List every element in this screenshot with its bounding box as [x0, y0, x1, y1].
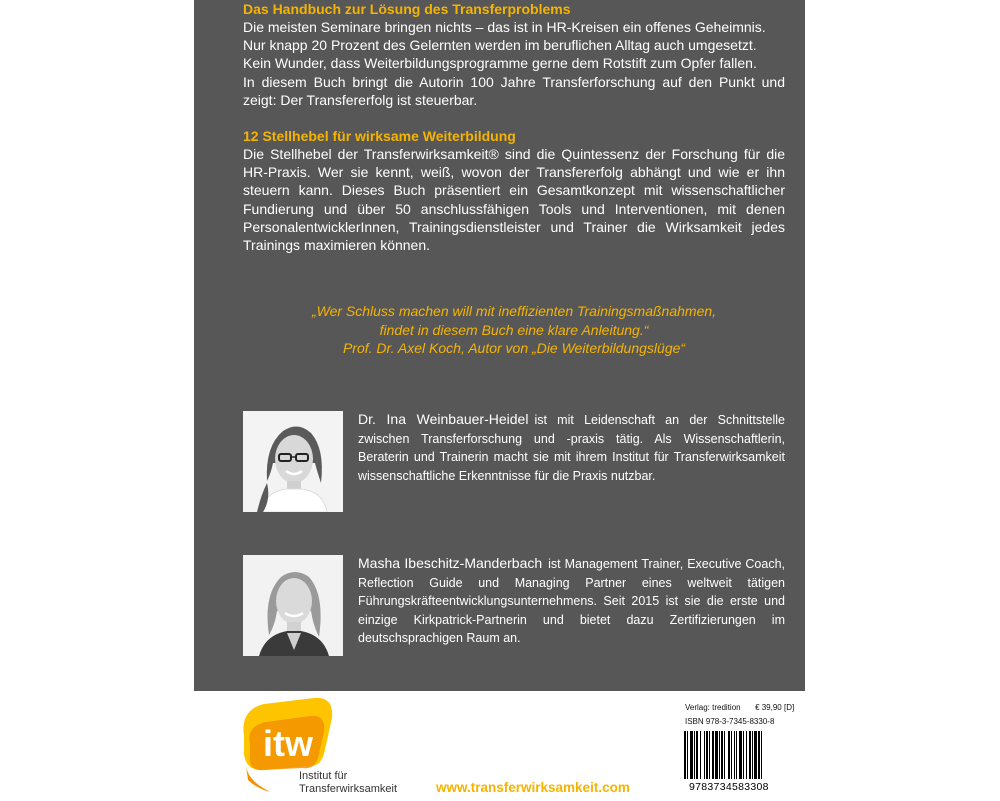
logo-caption-line: Transferwirksamkeit [299, 782, 397, 795]
logo-caption-line: Institut für [299, 770, 348, 782]
section2-body: Die Stellhebel der Transferwirksamkeit® sind die Quintessenz der Forschung für die HR-Praxis. Wer sie kennt, weiß, wovon der Transfererfolg abhängt und wie er ihn steuern kann. Dieses Buch präsentiert ein Gesamtkonzept mit wissenschaftlicher Fundierung und über 50 anschlussfähigen Tools und Interventionen, mit denen PersonalentwicklerInnen, Trainingsdienstleister und Trainer die Wirksamkeit jedes Trainings maximieren können. [243, 146, 785, 254]
testimonial-quote [243, 302, 785, 358]
author-name: Masha Ibeschitz-Manderbach [358, 555, 543, 571]
quote-line: „Wer Schluss machen will mit ineffizienten Trainingsmaßnahmen, [311, 303, 717, 319]
barcode [684, 731, 780, 779]
author-photo-ina [243, 411, 343, 512]
barcode-number: 9783734583308 [689, 781, 769, 793]
quote-line: findet in diesem Buch eine klare Anleitung.“ [379, 321, 649, 338]
author-photo-masha [243, 555, 343, 656]
logo-caption [299, 770, 397, 795]
author-bio-ina [358, 410, 785, 485]
section1-heading: Das Handbuch zur Lösung des Transferproblems [243, 1, 571, 17]
price: € 39,90 [D] [755, 703, 795, 712]
quote-attribution: Prof. Dr. Axel Koch, Autor von „Die Weiterbildungslüge“ [342, 340, 686, 357]
section1-line: Die meisten Seminare bringen nichts – das ist in HR-Kreisen ein offenes Geheimnis. [243, 19, 766, 35]
author-bio-masha [358, 554, 785, 648]
isbn-label: ISBN 978-3-7345-8330-8 [685, 717, 775, 726]
section2-heading: 12 Stellhebel für wirksame Weiterbildung [243, 128, 516, 144]
author-name: Dr. Ina Weinbauer-Heidel [358, 411, 529, 427]
logo-text: itw [263, 723, 313, 764]
author-bio-text: ist mit Leidenschaft an der Schnittstelle zwischen Transferforschung und -praxis tätig. Als Wissenschaftlerin, Beraterin und Trainerin macht sie mit ihrem Institut für Transferwirksamkeit wissenschaftliche Erkenntnisse für die Praxis nutzbar. [358, 413, 786, 483]
author-bio-text: ist Management Trainer, Executive Coach, Reflection Guide und Managing Partner eines weltweit tätigen Führungskräfteentwicklungsunternehmens. Seit 2015 ist sie die erste und einzige Kirkpatrick-Partnerin und bietet dazu Zertifizierungen im deutschsprachigen Raum an. [358, 557, 785, 646]
website-link[interactable]: www.transferwirksamkeit.com [436, 780, 630, 795]
portrait-image [243, 411, 343, 512]
section1-line: Nur knapp 20 Prozent des Gelernten werden im beruflichen Alltag auch umgesetzt. [243, 37, 757, 54]
section1-line: In diesem Buch bringt die Autorin 100 Jahre Transferforschung auf den Punkt und zeigt: Der Transfererfolg ist steuerbar. [243, 73, 785, 108]
portrait-image [243, 555, 343, 656]
publisher: Verlag: tredition [685, 703, 741, 712]
section1-body [243, 18, 785, 109]
publisher-info [685, 703, 794, 712]
section1-line: Kein Wunder, dass Weiterbildungsprogramme gerne dem Rotstift zum Opfer fallen. [243, 55, 757, 72]
